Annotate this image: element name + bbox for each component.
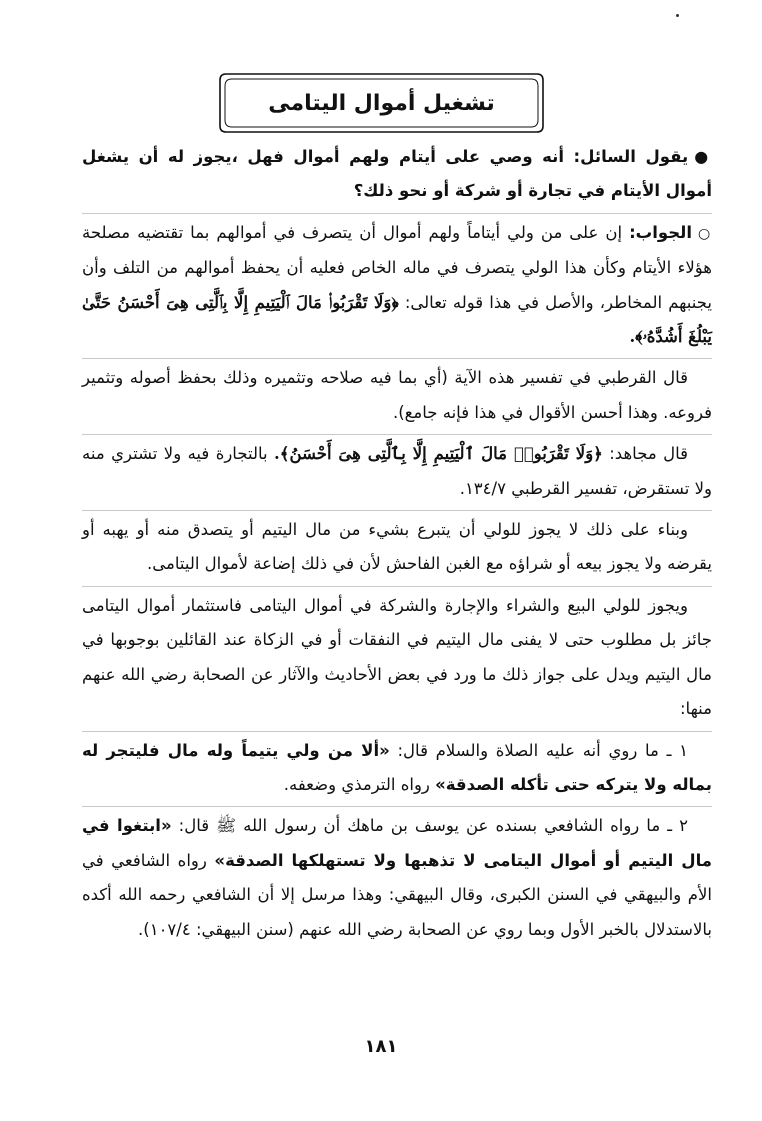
corner-mark — [676, 14, 679, 17]
answer-label: الجواب: — [629, 222, 693, 242]
quran-verse: ﴿وَلَا تَقْرَبُوا۟ مَالَ ٱلْيَتِيمِ إِلَّا بِٱلَّتِى هِىَ أَحْسَنُ﴾. — [274, 444, 603, 464]
question-text: يقول السائل: أنه وصي على أيتام ولهم أموال فهل ،يجوز له أن يشغل أموال الأيتام في تجارة أو شركة أو نحو ذلك؟ — [82, 147, 712, 201]
divider — [82, 806, 712, 807]
quran-verse: ﴿وَلَا تَقْرَبُوا۟ مَالَ ٱلْيَتِيمِ إِلَّا بِٱلَّتِى هِىَ أَحْسَنُ حَتَّىٰ يَبْلُغَ أَشُدَّهُۥ﴾. — [82, 292, 712, 347]
page-number: ١٨١ — [364, 1036, 398, 1057]
divider — [82, 358, 712, 359]
permission-text: ويجوز للولي البيع والشراء والإجارة والشركة في أموال اليتامى فاستثمار أموال اليتامى جائز بل مطلوب حتى لا يفنى مال اليتيم في النفقات أو في الزكاة عند القائلين بوجوبها في مال اليتيم ويدل على جواز ذلك ما ورد في بعض الأحاديث والآثار عن الصحابة رضي الله عنهم منها: — [82, 595, 712, 719]
ruling-paragraph — [82, 513, 712, 582]
divider — [82, 731, 712, 732]
evidence-1-prefix: ١ ـ ما روي أنه عليه الصلاة والسلام قال: — [397, 740, 689, 760]
question-paragraph — [82, 140, 712, 209]
circle-marker-icon: ○ — [698, 225, 712, 242]
permission-paragraph — [82, 589, 712, 727]
ruling-text: وبناء على ذلك لا يجوز للولي أن يتبرع بشيء من مال اليتيم أو يتصدق منه أو يهبه أو يقرضه ولا يجوز بيعه أو شراؤه مع الغبن الفاحش لأن في ذلك إضاعة لأموال اليتامى. — [82, 520, 712, 574]
divider — [82, 434, 712, 435]
divider — [82, 510, 712, 511]
title-frame — [218, 72, 545, 134]
evidence-2-prefix: ٢ ـ ما رواه الشافعي بسنده عن يوسف بن ماهك أن رسول الله ﷺ قال: — [178, 816, 688, 836]
answer-paragraph — [82, 216, 712, 355]
bullet-icon: ● — [694, 147, 712, 166]
hadith-text: «ألا من ولي يتيماً وله مال فليتجر له بماله ولا يتركه حتى تأكله الصدقة» — [82, 740, 712, 794]
mujahid-prefix: قال مجاهد: — [609, 444, 688, 464]
hadith-text: «ابتغوا في مال اليتيم أو أموال اليتامى لا تذهبها ولا تستهلكها الصدقة» — [82, 816, 712, 870]
evidence-1-paragraph — [82, 734, 712, 803]
divider — [82, 213, 712, 214]
evidence-2-paragraph — [82, 809, 712, 947]
qurtubi-text: قال القرطبي في تفسير هذه الآية (أي بما فيه صلاحه وتثميره وذلك بحفظ أصوله وتثمير فروعه. وهذا أحسن الأقوال في هذا فإنه جامع). — [82, 368, 712, 422]
answer-text: إن على من ولي أيتاماً ولهم أموال أن يتصرف في أموالهم بما تقتضيه مصلحة هؤلاء الأيتام وكأن هذا الولي يتصرف في ماله الخاص فعليه أن يحفظ أموالهم من التلف وأن يجنبهم المخاطر، والأصل في هذا قوله تعالى: — [82, 222, 712, 312]
mujahid-text: بالتجارة فيه ولا تشتري منه ولا تستقرض، تفسير القرطبي ١٣٤/٧. — [82, 444, 712, 498]
page-title: تشغيل أموال اليتامى — [268, 90, 495, 116]
qurtubi-paragraph — [82, 361, 712, 430]
divider — [82, 586, 712, 587]
evidence-1-source: رواه الترمذي وضعفه. — [283, 774, 430, 794]
evidence-2-source: رواه الشافعي في الأم والبيهقي في السنن الكبرى، وقال البيهقي: وهذا مرسل إلا أن الشافعي رحمه الله أكده بالاستدلال بالخبر الأول وبما روي عن الصحابة رضي الله عنهم (سنن البيهقي: ١٠٧/٤). — [82, 850, 712, 939]
page-content — [82, 140, 712, 947]
mujahid-paragraph — [82, 437, 712, 506]
